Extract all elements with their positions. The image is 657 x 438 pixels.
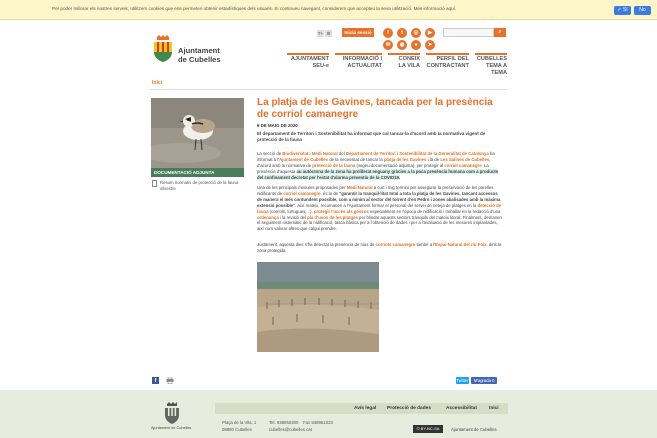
gear-icon[interactable]: ⚙ xyxy=(326,31,331,36)
nav-label: CONTRACTANT xyxy=(426,63,469,69)
logo-line2: de Cubelles xyxy=(178,55,221,64)
text-run: (corriols, tortugues,...), xyxy=(268,208,314,214)
attached-document-link[interactable]: Resum normativ de protecció de la fauna silvestre xyxy=(160,180,239,191)
text-link[interactable]: ordenança xyxy=(257,214,279,220)
facebook-icon[interactable]: f xyxy=(383,28,393,38)
facebook-share-icon[interactable]: f xyxy=(152,377,159,384)
breadcrumb-home-link[interactable]: Inici xyxy=(152,80,163,86)
text-run: ha informat a l' xyxy=(257,151,495,162)
footer-email-link[interactable]: cubelles@cubelles.cat xyxy=(269,426,312,432)
article-title: La platja de les Gavines, tancada per la presència de corriol camanegre xyxy=(257,97,493,120)
text-link[interactable]: Ajuntament de Cubelles xyxy=(279,156,329,162)
nav-label: TEMA A TEMA xyxy=(485,63,507,76)
beach-photo xyxy=(257,262,379,352)
nav-item-coneix[interactable] xyxy=(388,56,420,70)
footer-link-home[interactable]: Inici xyxy=(489,406,499,411)
instagram-icon[interactable]: ◎ xyxy=(411,28,421,38)
article-paragraph-2 xyxy=(257,185,503,232)
footer-link-privacy[interactable]: Protecció de dades xyxy=(387,406,431,411)
article-paragraph-3 xyxy=(257,242,503,254)
plover-photo xyxy=(151,98,244,168)
text-link[interactable]: Espai Natural del riu Foix xyxy=(434,242,487,247)
article-paragraph-1 xyxy=(257,151,503,181)
text-link[interactable]: protecció de la fauna xyxy=(312,162,356,168)
text-run: de la necessitat de tancar la xyxy=(328,156,384,162)
text-run: . Així mateix, recomanen a l'Ajuntament formar el personal del servei de neteja de platges en la xyxy=(295,202,478,208)
flickr-icon[interactable]: ● xyxy=(411,40,421,50)
search-input[interactable] xyxy=(443,28,494,37)
text-run: (vegeu documentació adjunta), per protegir al xyxy=(355,162,445,168)
text-run: , és la de xyxy=(320,190,340,196)
text-run: a curt i mig termini per assegurar la preservació de les parelles nidificants de xyxy=(257,185,494,196)
nav-underline xyxy=(475,53,507,55)
text-run: per blindar aquests sectors tranquils del mateix litoral. Finalment, demanen el seguiment sistemàtic de la nidificació, tasca bàsica per a l'obtenció de dades i per a l'avaluació de les mesures implantades, així com valorar altres que calgui prendre. xyxy=(257,214,502,232)
address-line: 08880 Cubelles xyxy=(222,426,252,432)
nav-underline xyxy=(335,53,382,55)
nav-label: INFORMACIÓ I xyxy=(342,56,382,62)
nav-label: SEU-e xyxy=(312,63,329,69)
telegram-icon[interactable]: ➤ xyxy=(425,40,435,50)
logo-line1: Ajuntament xyxy=(178,46,220,55)
search-icon[interactable]: ⌕ xyxy=(494,28,506,37)
nav-label: CUBELLES xyxy=(476,56,507,62)
nav-underline xyxy=(426,53,469,55)
rss-icon[interactable]: ◉ xyxy=(397,40,407,50)
text-run: au autòctona de la zona ha proliferat enguany gràcies a la poca presència humana com a producte del confinament decretat per l'estat d'alarma preventiu de la COVID19. xyxy=(257,168,499,180)
site-logo-title[interactable] xyxy=(178,46,221,64)
footer-address xyxy=(222,420,256,433)
text-size-button[interactable]: T+ xyxy=(317,31,324,36)
cookie-decline-button[interactable]: No xyxy=(634,6,651,15)
nav-label: PERFIL DEL xyxy=(436,56,469,62)
nav-label: CONEIX xyxy=(398,56,420,62)
text-link[interactable]: pla d'usos de les platges xyxy=(307,214,358,220)
text-run: Justament, aquesta dies s'ha detectat la presència de nius de xyxy=(257,242,376,247)
text-link[interactable]: Les Salines de Cubelles xyxy=(440,156,490,162)
text-run: Una de les principals mesures proposades per xyxy=(257,185,347,190)
footer-tel: Tel. 938950300 xyxy=(269,420,299,425)
text-run: especialment en l'època de nidificació i treballar en la redacció d'una xyxy=(368,208,501,214)
text-link[interactable]: Biodiversitat i Medi Natural xyxy=(282,151,338,156)
nav-underline xyxy=(287,53,329,55)
text-link[interactable]: Medi Natural xyxy=(346,185,373,190)
article-lead: El departament de Territori i Sostenibilitat ha informat que cal tancar-la d'acord amb la normativa vigent de protecció de la fauna xyxy=(257,131,486,143)
nav-label: AJUNTAMENT xyxy=(290,56,329,62)
facebook-like-button[interactable]: M'agrada 0 xyxy=(471,377,497,384)
breadcrumb xyxy=(150,79,507,90)
text-link[interactable]: corriol camanegre xyxy=(444,162,482,168)
text-run: . La presència d'aquesta xyxy=(257,162,489,174)
text-link[interactable]: detecció de fauna xyxy=(257,202,502,214)
text-link[interactable]: corriols camanegre xyxy=(375,242,416,247)
print-icon[interactable] xyxy=(166,377,174,384)
login-button[interactable]: Inicia sessió xyxy=(342,28,374,37)
footer-link-accessibility[interactable]: Accessibilitat xyxy=(446,406,477,411)
text-run: i la revisió del xyxy=(278,214,308,220)
nav-item-perfil[interactable] xyxy=(426,56,469,70)
address-line: Plaça de la Vila, 1 xyxy=(222,420,257,425)
cookie-text: Per poder millorar els nostres serveis, utilitzem cookies que ens permeten obtenir estadístiques dels usuaris. Si continueu navegant, considerem que accepteu la seva utilització. Més informació aquí. xyxy=(52,6,457,11)
youtube-icon[interactable]: ▶ xyxy=(425,28,435,38)
text-run: també a l' xyxy=(415,242,435,247)
text-link[interactable]: corriol camanegre xyxy=(283,190,321,196)
license-holder: Ajuntament de Cubelles xyxy=(451,427,497,432)
footer-logo-caption: Ajuntament de Cubelles xyxy=(151,426,192,430)
article-date: 8 DE MAIG DE 2020 xyxy=(257,123,298,128)
text-link[interactable]: platja de les Gavines xyxy=(383,156,427,162)
text-run: "garantir la tranquil·litat total a tota la platja de les Gavines, tancant accessos de manera el més contundent possible, com a mínim al sector del torrent d'en Pedro i zones abalisades amb la màxima extensió possible" xyxy=(257,190,501,208)
nav-item-informacio[interactable] xyxy=(335,56,382,70)
pdf-file-icon xyxy=(152,180,157,187)
nav-label: LA VILA xyxy=(398,63,420,69)
nav-label: ACTUALITAT xyxy=(347,63,382,69)
text-run: del xyxy=(337,151,346,156)
footer-shield-icon xyxy=(163,402,181,424)
email-icon[interactable]: ✉ xyxy=(383,40,393,50)
documents-heading: DOCUMENTACIÓ ADJUNTA xyxy=(151,168,244,177)
municipal-shield-icon[interactable] xyxy=(151,35,175,62)
text-link[interactable]: protegir l'accés als gossos xyxy=(313,208,369,214)
footer-fax: Fax 938951023 xyxy=(303,420,333,425)
text-run: , dins la zona protegida. xyxy=(257,242,502,253)
cookie-accept-button[interactable]: ✓ Sí xyxy=(614,6,631,15)
text-link[interactable]: Departament de Territori i Sostenibilitat de la Generalitat de Catalunya xyxy=(345,151,489,156)
text-run: i la de xyxy=(426,156,441,162)
creative-commons-badge[interactable]: © BY-NC-SA xyxy=(413,425,443,433)
nav-item-ajuntament[interactable] xyxy=(287,56,329,70)
footer xyxy=(0,390,657,438)
text-run: La secció de xyxy=(257,151,283,156)
nav-underline xyxy=(388,53,420,55)
text-run: , d'acord amb la normativa de xyxy=(257,156,491,168)
footer-link-legal[interactable]: Avís legal xyxy=(354,406,377,411)
twitter-icon[interactable]: t xyxy=(397,28,407,38)
twitter-share-button[interactable]: Twitter xyxy=(456,378,469,383)
nav-item-tema[interactable] xyxy=(475,56,507,77)
